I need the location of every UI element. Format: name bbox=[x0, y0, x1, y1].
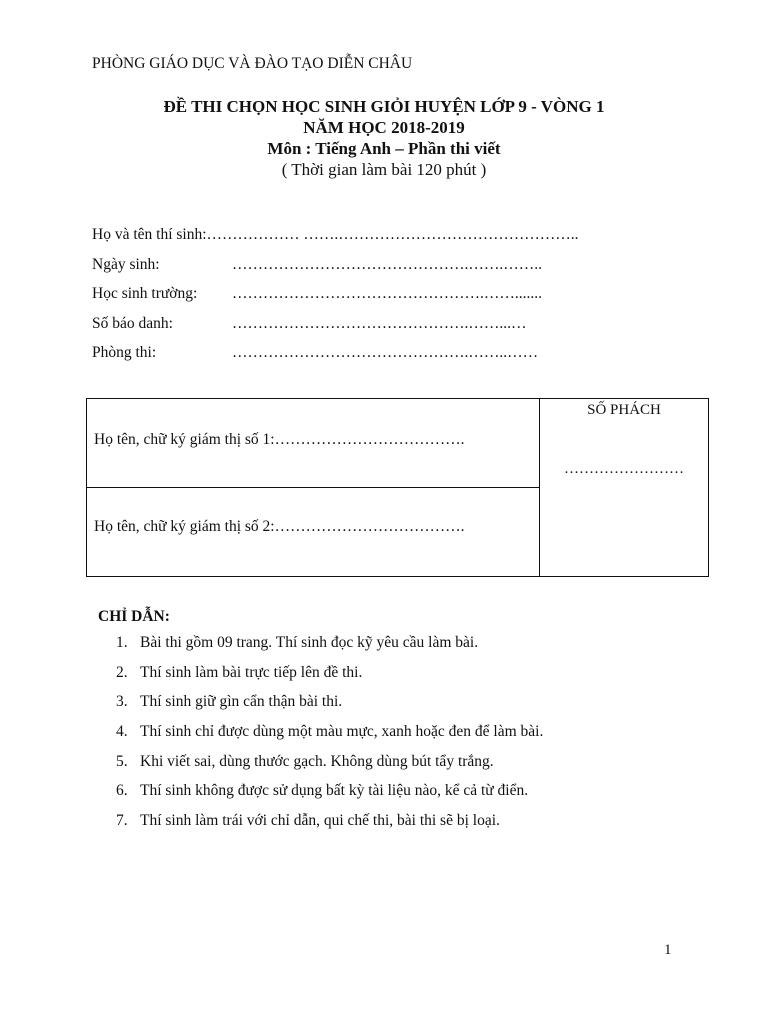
item-number: 5. bbox=[116, 752, 128, 770]
item-number: 2. bbox=[116, 663, 128, 681]
exam-room-row[interactable] bbox=[92, 342, 579, 372]
item-number: 4. bbox=[116, 723, 128, 741]
item-number: 3. bbox=[116, 693, 128, 711]
list-item bbox=[98, 782, 543, 812]
item-text: Thí sinh chỉ được dùng một màu mực, xanh hoặc đen để làm bài. bbox=[140, 723, 544, 741]
item-text: Thí sinh làm trái với chỉ dẫn, qui chế thi, bài thi sẽ bị loại. bbox=[140, 812, 500, 830]
time-limit: ( Thời gian làm bài 120 phút ) bbox=[281, 160, 487, 179]
list-item bbox=[98, 723, 543, 753]
examiner-2-cell[interactable] bbox=[87, 488, 539, 576]
school-year: NĂM HỌC 2018-2019 bbox=[303, 118, 465, 137]
item-number: 1. bbox=[116, 634, 128, 651]
birth-date-dots[interactable]: ……………………………………….…….…….. bbox=[232, 255, 542, 273]
candidate-name-row[interactable] bbox=[92, 224, 579, 254]
item-number: 7. bbox=[116, 812, 128, 830]
school-row[interactable] bbox=[92, 283, 579, 313]
examiner-signatures bbox=[87, 399, 540, 576]
so-phach-label: SỐ PHÁCH bbox=[587, 402, 661, 418]
signature-box bbox=[86, 398, 709, 577]
so-phach-dots: …………………… bbox=[564, 461, 684, 477]
item-text: Bài thi gồm 09 trang. Thí sinh đọc kỹ yêu cầu làm bài. bbox=[140, 634, 479, 651]
list-item bbox=[98, 693, 543, 723]
item-text: Thí sinh không được sử dụng bất kỳ tài liệu nào, kể cả từ điển. bbox=[140, 782, 529, 800]
candidate-name-label: Họ và tên thí sinh: bbox=[92, 226, 207, 243]
exam-title: ĐỀ THI CHỌN HỌC SINH GIỎI HUYỆN LỚP 9 - VÒNG 1 bbox=[163, 97, 605, 116]
department-header: PHÒNG GIÁO DỤC VÀ ĐÀO TẠO DIỄN CHÂU bbox=[92, 55, 413, 72]
item-text: Khi viết sai, dùng thước gạch. Không dùng bút tẩy trắng. bbox=[140, 752, 494, 770]
candidate-info bbox=[92, 224, 579, 372]
list-item bbox=[98, 753, 543, 783]
instructions-heading: CHỈ DẪN: bbox=[98, 608, 170, 625]
list-item bbox=[98, 664, 543, 694]
birth-date-label: Ngày sinh: bbox=[92, 255, 160, 273]
examiner-1-cell[interactable] bbox=[87, 399, 539, 488]
item-number: 6. bbox=[116, 782, 128, 800]
instructions-list bbox=[98, 634, 543, 842]
school-dots[interactable]: ………………………………………….……....... bbox=[232, 285, 542, 302]
exam-room-dots[interactable]: ……………………………………….……..…… bbox=[232, 344, 539, 361]
candidate-name-dots[interactable]: ……………… …….……………………………………….. bbox=[206, 226, 579, 243]
candidate-number-dots[interactable]: ……………………………………….……...… bbox=[232, 314, 527, 332]
so-phach-cell[interactable] bbox=[540, 399, 708, 576]
school-label: Học sinh trường: bbox=[92, 285, 198, 302]
examiner-2-line: Họ tên, chữ ký giám thị số 2:………………………………. bbox=[94, 518, 465, 535]
exam-title-block bbox=[0, 96, 768, 180]
page-number: 1 bbox=[664, 942, 672, 958]
list-item bbox=[98, 812, 543, 842]
exam-room-label: Phòng thi: bbox=[92, 344, 157, 361]
examiner-1-line: Họ tên, chữ ký giám thị số 1:………………………………. bbox=[94, 431, 465, 448]
birth-date-row[interactable] bbox=[92, 254, 579, 284]
item-text: Thí sinh làm bài trực tiếp lên đề thi. bbox=[140, 663, 363, 681]
candidate-number-label: Số báo danh: bbox=[92, 314, 173, 332]
instructions-section bbox=[98, 608, 543, 842]
candidate-number-row[interactable] bbox=[92, 313, 579, 343]
list-item bbox=[98, 634, 543, 664]
item-text: Thí sinh giữ gìn cẩn thận bài thi. bbox=[140, 693, 343, 711]
subject-line: Môn : Tiếng Anh – Phần thi viết bbox=[267, 139, 501, 158]
